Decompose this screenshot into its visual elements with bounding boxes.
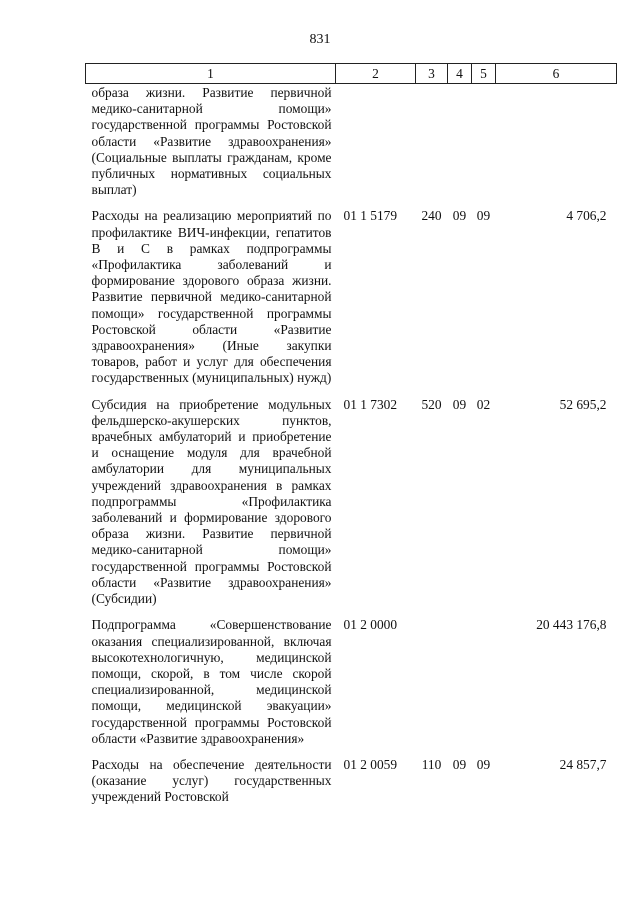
row-amount <box>496 84 617 209</box>
row-subsection <box>472 617 496 757</box>
row-name: Расходы на обеспечение деятельности (оказание услуг) государственных учреждений Ростовской <box>91 756 332 805</box>
row-expense-type <box>416 617 448 757</box>
table-row <box>86 757 617 816</box>
row-amount: 24 857,7 <box>559 756 607 772</box>
row-section: 09 <box>452 396 467 412</box>
table-header <box>86 64 617 84</box>
table-row <box>86 617 617 757</box>
header-col-1: 1 <box>86 64 336 84</box>
budget-table <box>85 63 617 816</box>
row-name: образа жизни. Развитие первичной медико-санитарной помощи» государственной программы Ростовской области «Развитие здравоохранения» (Социальные выплаты гражданам, кроме публичных нормативных социальных выплат) <box>91 85 332 198</box>
row-subsection: 02 <box>476 396 491 412</box>
row-name: Субсидия на приобретение модульных фельдшерско-акушерских пунктов, врачебных амбулаторий и приобретение и оснащение модуля для врачебной амбулатории для муниципальных учреждений здравоохранения в рамках подпрограммы «Профилактика заболеваний и формирование здорового образа жизни. Развитие первичной медико-санитарной помощи» государственной программы Ростовской области «Развитие здравоохранения» (Субсидии) <box>91 396 332 607</box>
page-number: 831 <box>309 32 331 47</box>
row-expense-type: 110 <box>421 756 442 772</box>
row-section: 09 <box>452 208 467 224</box>
row-name: Подпрограмма «Совершенствование оказания специализированной, включая высокотехнологичную, медицинской помощи, скорой, в том числе скорой специализированной, медицинской помощи, медицинской эвакуации» государственной программы Ростовской области «Развитие здравоохранения» <box>91 617 332 746</box>
row-target-code: 01 1 7302 <box>343 396 398 412</box>
row-expense-type <box>416 84 448 209</box>
row-expense-type: 240 <box>421 208 442 224</box>
row-section <box>448 617 472 757</box>
table-row <box>86 397 617 618</box>
header-col-6: 6 <box>496 64 617 84</box>
row-expense-type: 520 <box>421 396 442 412</box>
table-row <box>86 208 617 396</box>
row-subsection <box>472 84 496 209</box>
row-amount: 20 443 176,8 <box>536 617 607 633</box>
row-amount: 4 706,2 <box>566 208 607 224</box>
header-col-4: 4 <box>448 64 472 84</box>
row-target-code: 01 2 0000 <box>343 617 398 633</box>
row-target-code: 01 1 5179 <box>343 208 398 224</box>
row-section: 09 <box>452 756 467 772</box>
row-amount: 52 695,2 <box>559 396 607 412</box>
row-name: Расходы на реализацию мероприятий по профилактике ВИЧ-инфекции, гепатитов В и С в рамках подпрограммы «Профилактика заболеваний и формирование здорового образа жизни. Развитие первичной медико-санитарной помощи» государственной программы Ростовской области «Развитие здравоохранения» (Иные закупки товаров, работ и услуг для обеспечения государственных (муниципальных) нужд) <box>91 208 332 386</box>
header-col-3: 3 <box>416 64 448 84</box>
header-col-2: 2 <box>336 64 416 84</box>
row-target-code <box>336 84 416 209</box>
header-col-5: 5 <box>472 64 496 84</box>
row-section <box>448 84 472 209</box>
row-subsection: 09 <box>476 208 491 224</box>
table-row <box>86 84 617 209</box>
row-target-code: 01 2 0059 <box>343 756 398 772</box>
row-subsection: 09 <box>476 756 491 772</box>
